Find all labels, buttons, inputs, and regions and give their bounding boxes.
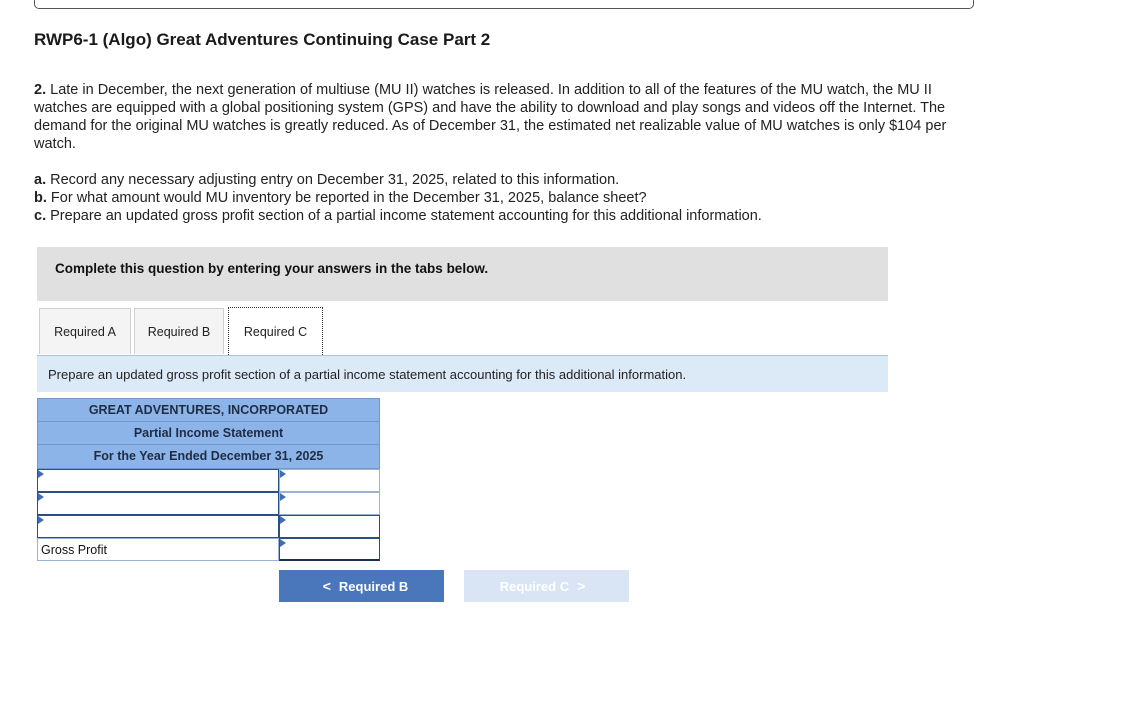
next-required-button (464, 570, 629, 602)
tab-required-b[interactable]: Required B (134, 308, 224, 354)
statement-company: GREAT ADVENTURES, INCORPORATED (37, 398, 380, 422)
statement-period: For the Year Ended December 31, 2025 (37, 445, 380, 469)
amount-input[interactable] (279, 492, 380, 515)
requirement-text: Prepare an updated gross profit section of a partial income statement accounting for this additional information. (50, 208, 762, 224)
input-marker-icon (280, 539, 286, 547)
gross-profit-input[interactable] (279, 538, 380, 561)
requirement-letter: c. (34, 208, 47, 224)
instructions-banner-text: Complete this question by entering your answers in the tabs below. (55, 261, 489, 276)
dropdown-marker-icon (38, 516, 44, 524)
previous-panel-border (34, 0, 974, 9)
gross-profit-row (37, 538, 380, 561)
dropdown-marker-icon (38, 493, 44, 501)
tab-required-a[interactable]: Required A (39, 308, 131, 354)
problem-number: 2. (34, 82, 47, 98)
requirement-c (34, 207, 984, 225)
requirement-b (34, 189, 984, 207)
next-button-label: Required C (499, 578, 570, 594)
income-statement-table (37, 398, 380, 561)
page-title: RWP6-1 (Algo) Great Adventures Continuing Case Part 2 (34, 30, 491, 49)
statement-name: Partial Income Statement (37, 422, 380, 445)
tab-required-c[interactable]: Required C (228, 307, 323, 355)
account-dropdown[interactable] (37, 469, 279, 492)
problem-body: Late in December, the next generation of multiuse (MU II) watches is released. In addition to all of the features of the MU watch, the MU II watches are equipped with a global positioning system (GPS) and have the ability to download and play songs and videos off the Internet. The demand for the original MU watches is greatly reduced. As of December 31, the estimated net realizable value of MU watches is only $104 per watch. (34, 82, 947, 152)
requirement-text: For what amount would MU inventory be reported in the December 31, 2025, balance sheet? (50, 190, 647, 206)
table-row (37, 492, 380, 515)
table-row (37, 469, 380, 492)
gross-profit-label: Gross Profit (37, 538, 279, 561)
amount-input[interactable] (279, 469, 380, 492)
previous-button-label: Required B (338, 578, 409, 594)
amount-input[interactable] (279, 515, 380, 538)
requirement-letter: a. (34, 172, 47, 188)
input-marker-icon (280, 516, 286, 524)
chevron-left-icon: < (322, 578, 331, 594)
input-marker-icon (280, 470, 286, 478)
problem-text (34, 81, 984, 153)
instructions-banner (37, 247, 888, 301)
requirements-list (34, 171, 984, 225)
requirement-letter: b. (34, 190, 47, 206)
input-marker-icon (280, 493, 286, 501)
tab-instruction: Prepare an updated gross profit section of a partial income statement accounting for this additional information. (37, 356, 888, 392)
requirement-a (34, 171, 984, 189)
previous-required-button[interactable] (279, 570, 444, 602)
chevron-right-icon: > (577, 578, 586, 594)
table-row (37, 515, 380, 538)
dropdown-marker-icon (38, 470, 44, 478)
requirement-text: Record any necessary adjusting entry on December 31, 2025, related to this information. (50, 172, 620, 188)
account-dropdown[interactable] (37, 492, 279, 515)
account-dropdown[interactable] (37, 515, 279, 538)
